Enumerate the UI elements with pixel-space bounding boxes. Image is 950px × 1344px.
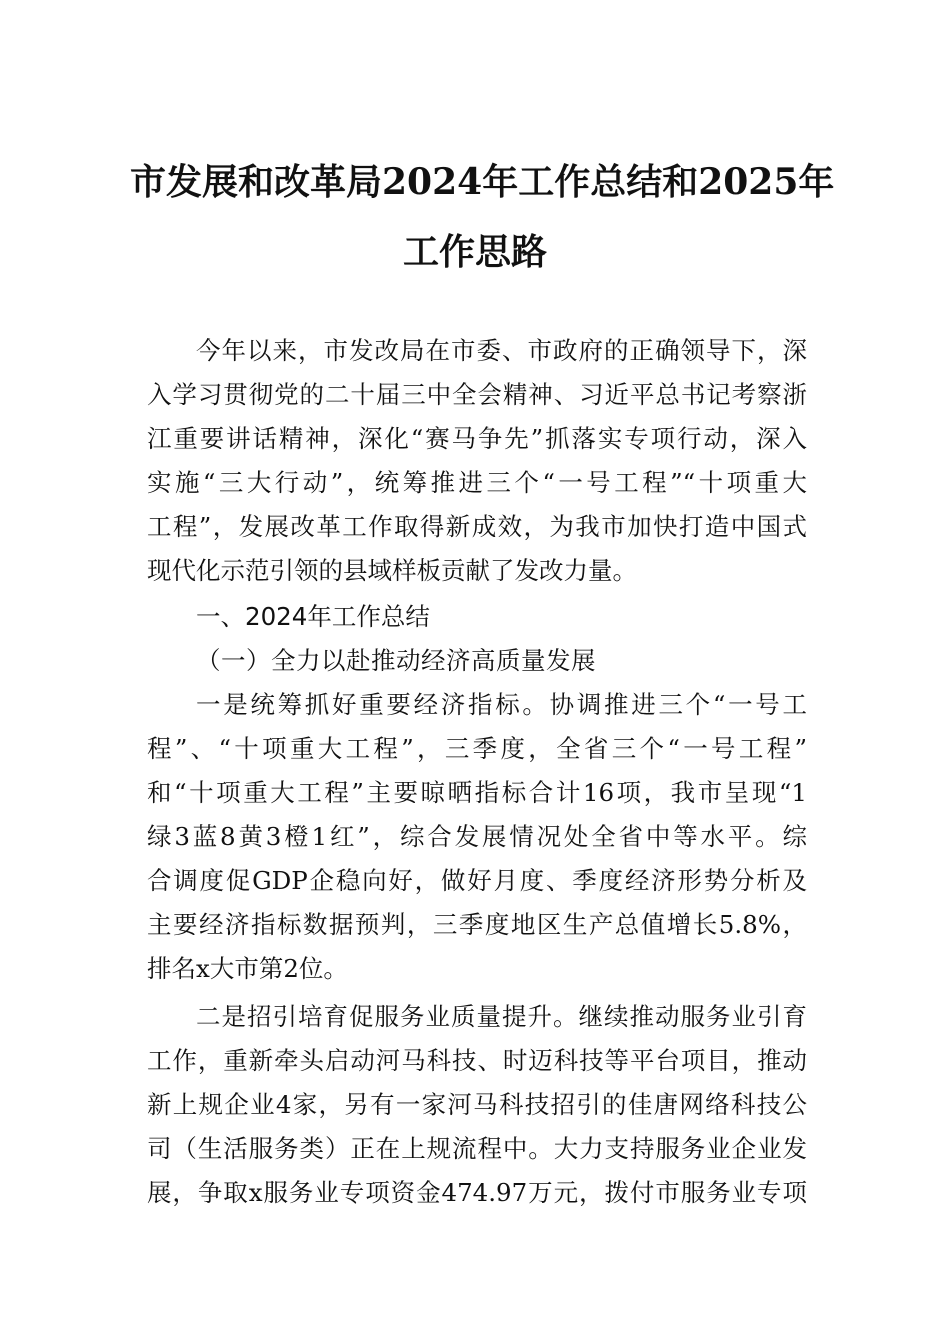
para1-line-2: 程”、“十项重大工程”，三季度，全省三个“一号工程” bbox=[147, 734, 807, 763]
para1-line-1: 一是统筹抓好重要经济指标。协调推进三个“一号工 bbox=[196, 690, 807, 719]
para2-line-5: 展，争取x服务业专项资金474.97万元，拨付市服务业专项 bbox=[147, 1178, 807, 1207]
subsection-heading-1: （一）全力以赴推动经济高质量发展 bbox=[196, 646, 596, 675]
para2-line-2: 工作，重新牵头启动河马科技、时迈科技等平台项目，推动 bbox=[147, 1046, 807, 1075]
intro-line-2: 入学习贯彻党的二十届三中全会精神、习近平总书记考察浙 bbox=[147, 380, 807, 409]
intro-line-5: 工程”，发展改革工作取得新成效，为我市加快打造中国式 bbox=[147, 512, 807, 541]
para1-line-4: 绿3蓝8黄3橙1红”，综合发展情况处全省中等水平。综 bbox=[147, 822, 807, 851]
section-heading-1: 一、2024年工作总结 bbox=[196, 602, 430, 631]
para2-line-4: 司（生活服务类）正在上规流程中。大力支持服务业企业发 bbox=[147, 1134, 807, 1163]
intro-line-1: 今年以来，市发改局在市委、市政府的正确领导下，深 bbox=[196, 336, 807, 365]
document-title-line-1: 市发展和改革局2024年工作总结和2025年 bbox=[130, 161, 835, 203]
para2-line-1: 二是招引培育促服务业质量提升。继续推动服务业引育 bbox=[196, 1002, 807, 1031]
para1-line-5: 合调度促GDP企稳向好，做好月度、季度经济形势分析及 bbox=[147, 866, 807, 895]
para1-line-7: 排名x大市第2位。 bbox=[147, 954, 348, 983]
para1-line-3: 和“十项重大工程”主要晾晒指标合计16项，我市呈现“1 bbox=[147, 778, 807, 807]
para2-line-3: 新上规企业4家，另有一家河马科技招引的佳唐网络科技公 bbox=[147, 1090, 807, 1119]
document-title-line-2: 工作思路 bbox=[402, 231, 547, 273]
intro-line-4: 实施“三大行动”，统筹推进三个“一号工程”“十项重大 bbox=[147, 468, 807, 497]
intro-line-3: 江重要讲话精神，深化“赛马争先”抓落实专项行动，深入 bbox=[147, 424, 807, 453]
para1-line-6: 主要经济指标数据预判，三季度地区生产总值增长5.8%， bbox=[147, 910, 807, 939]
intro-line-6: 现代化示范引领的县域样板贡献了发改力量。 bbox=[147, 556, 637, 585]
